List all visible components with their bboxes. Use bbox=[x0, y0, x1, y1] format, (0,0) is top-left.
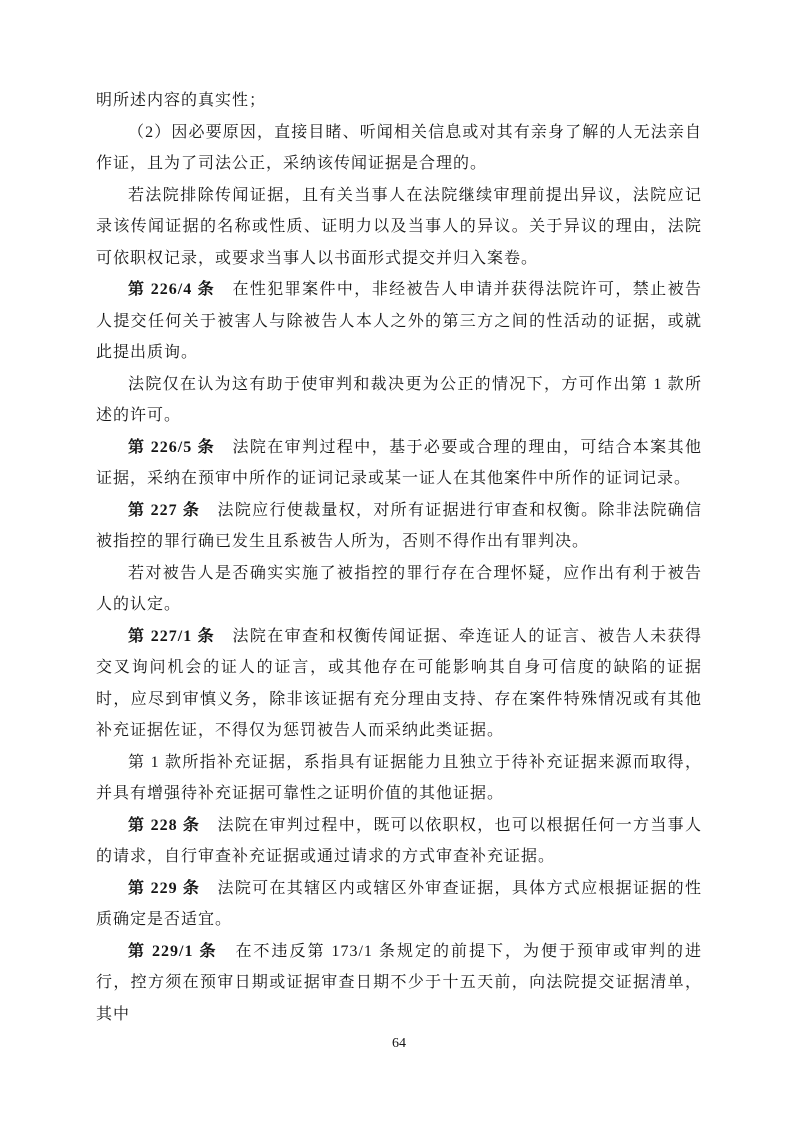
paragraph bbox=[96, 873, 702, 936]
paragraph-text: 在性犯罪案件中，非经被告人申请并获得法院许可，禁止被告人提交任何关于被害人与除被告人本人之外的第三方之间的性活动的证据，或就此提出质询。 bbox=[96, 281, 702, 361]
paragraph bbox=[96, 85, 702, 117]
paragraph-text: 若对被告人是否确实实施了被指控的罪行存在合理怀疑，应作出有利于被告人的认定。 bbox=[96, 564, 702, 613]
article-number: 第 226/5 条 bbox=[128, 438, 216, 456]
paragraph bbox=[96, 432, 702, 495]
paragraph bbox=[96, 369, 702, 432]
paragraph-text: （2）因必要原因，直接目睹、听闻相关信息或对其有亲身了解的人无法亲自作证，且为了司法公正，采纳该传闻证据是合理的。 bbox=[96, 123, 702, 172]
paragraph-text: 法院可在其辖区内或辖区外审查证据，具体方式应根据证据的性质确定是否适宜。 bbox=[96, 879, 702, 928]
paragraph bbox=[96, 810, 702, 873]
paragraph bbox=[96, 495, 702, 558]
paragraph-text: 法院在审判过程中，既可以依职权，也可以根据任何一方当事人的请求，自行审查补充证据或通过请求的方式审查补充证据。 bbox=[96, 816, 702, 865]
paragraph-text: 法院应行使裁量权，对所有证据进行审查和权衡。除非法院确信被指控的罪行确已发生且系被告人所为，否则不得作出有罪判决。 bbox=[96, 501, 702, 550]
paragraph-text: 若法院排除传闻证据，且有关当事人在法院继续审理前提出异议，法院应记录该传闻证据的名称或性质、证明力以及当事人的异议。关于异议的理由，法院可依职权记录，或要求当事人以书面形式提交并归入案卷。 bbox=[96, 186, 702, 267]
paragraph bbox=[96, 936, 702, 1031]
article-number: 第 229/1 条 bbox=[128, 942, 218, 960]
paragraph bbox=[96, 621, 702, 747]
paragraph-text: 在不违反第 173/1 条规定的前提下，为便于预审或审判的进行，控方须在预审日期或证据审查日期不少于十五天前，向法院提交证据清单，其中 bbox=[96, 942, 702, 1023]
paragraph bbox=[96, 117, 702, 180]
paragraph bbox=[96, 747, 702, 810]
paragraph bbox=[96, 180, 702, 275]
article-number: 第 227 条 bbox=[128, 501, 201, 519]
paragraph-text: 法院仅在认为这有助于使审判和裁决更为公正的情况下，方可作出第 1 款所述的许可。 bbox=[96, 375, 702, 424]
article-number: 第 228 条 bbox=[128, 816, 201, 834]
document-body bbox=[96, 85, 702, 1030]
paragraph-text: 明所述内容的真实性； bbox=[96, 92, 267, 109]
paragraph-text: 法院在审查和权衡传闻证据、牵连证人的证言、被告人未获得交叉询问机会的证人的证言，或其他存在可能影响其自身可信度的缺陷的证据时，应尽到审慎义务，除非该证据有充分理由支持、存在案件特殊情况或有其他补充证据佐证，不得仅为惩罚被告人而采纳此类证据。 bbox=[96, 627, 702, 739]
article-number: 第 227/1 条 bbox=[128, 627, 216, 645]
page-number: 64 bbox=[392, 1036, 406, 1051]
paragraph bbox=[96, 274, 702, 369]
article-number: 第 229 条 bbox=[128, 879, 201, 897]
paragraph-text: 第 1 款所指补充证据，系指具有证据能力且独立于待补充证据来源而取得，并具有增强待补充证据可靠性之证明价值的其他证据。 bbox=[96, 753, 702, 802]
article-number: 第 226/4 条 bbox=[128, 281, 216, 298]
paragraph-text: 法院在审判过程中，基于必要或合理的理由，可结合本案其他证据，采纳在预审中所作的证词记录或某一证人在其他案件中所作的证词记录。 bbox=[96, 438, 702, 487]
paragraph bbox=[96, 558, 702, 621]
